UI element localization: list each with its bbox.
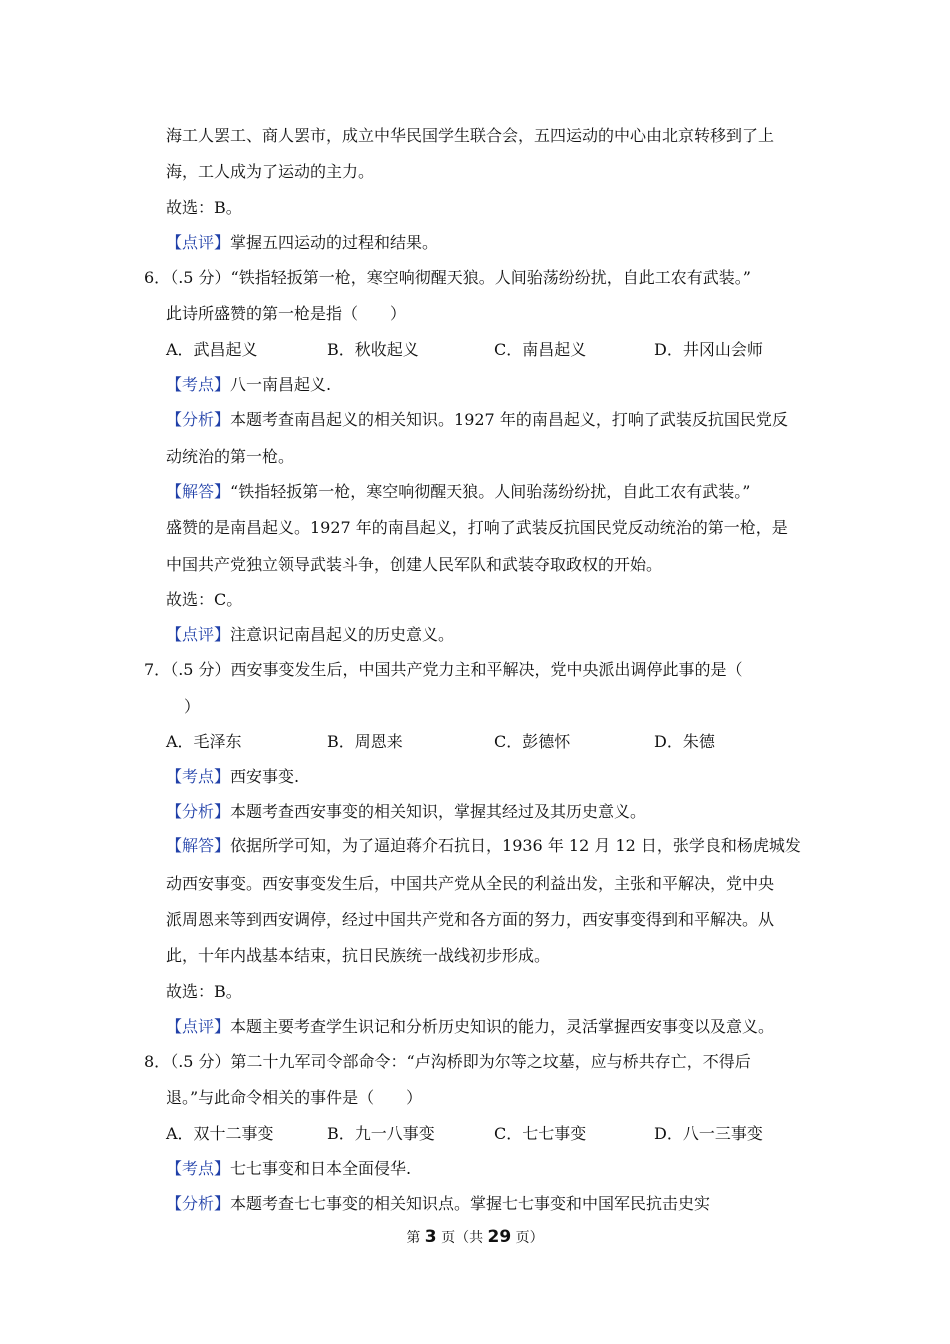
total-pages: 29 — [487, 1227, 512, 1247]
dianping-text: 本题主要考查学生识记和分析历史知识的能力，灵活掌握西安事变以及意义。 — [230, 1017, 775, 1036]
dianping-tag: 【点评】 — [166, 1017, 231, 1036]
footer-mid: 页（共 — [436, 1230, 488, 1246]
question-7-stem — [144, 660, 743, 680]
fenxi-text: 本题考查南昌起义的相关知识。1927 年的南昌起义，打响了武装反抗国民党反 — [230, 410, 788, 429]
fenxi-text: 本题考查七七事变的相关知识点。掌握七七事变和中国军民抗击史实 — [230, 1194, 711, 1213]
text-line: 海工人罢工、商人罢市，成立中华民国学生联合会，五四运动的中心由北京转移到了上 — [166, 126, 775, 145]
kaodian-tag: 【考点】 — [166, 1159, 231, 1178]
kaodian-line — [166, 767, 299, 787]
jieda-line — [166, 836, 801, 856]
jieda-continued: 此，十年内战基本结束，抗日民族统一战线初步形成。 — [166, 946, 551, 965]
question-number: 7． — [144, 660, 171, 679]
option-c: C．彭德怀 — [494, 732, 571, 751]
option-a: A．毛泽东 — [166, 732, 242, 751]
jieda-continued: 动西安事变。西安事变发生后，中国共产党从全民的利益出发，主张和平解决，党中央 — [166, 874, 775, 893]
kaodian-text: 七七事变和日本全面侵华. — [230, 1159, 412, 1178]
dianping-line — [166, 625, 454, 645]
option-a: A．武昌起义 — [166, 340, 258, 359]
option-a: A．双十二事变 — [166, 1124, 274, 1143]
question-number: 6． — [144, 268, 171, 287]
option-d: D．八一三事变 — [654, 1124, 763, 1143]
footer-prefix: 第 — [406, 1230, 425, 1246]
dianping-line — [166, 1017, 774, 1037]
question-stem: （.5 分）“铁指轻扳第一枪，寒空响彻醒天狼。人间骀荡纷纷扰，自此工农有武装。” — [170, 268, 751, 287]
option-c: C．七七事变 — [494, 1124, 587, 1143]
answer-line: 故选：C。 — [166, 590, 243, 609]
fenxi-continued: 动统治的第一枪。 — [166, 447, 295, 466]
jieda-tag: 【解答】 — [166, 482, 231, 501]
dianping-text: 注意识记南昌起义的历史意义。 — [230, 625, 455, 644]
question-6-stem — [144, 268, 751, 288]
fenxi-line — [166, 1194, 710, 1214]
question-stem: （.5 分）第二十九军司令部命令：“卢沟桥即为尔等之坟墓，应与桥共存亡，不得后 — [170, 1052, 751, 1071]
option-d: D．井冈山会师 — [654, 340, 763, 359]
kaodian-tag: 【考点】 — [166, 767, 231, 786]
text-line: 海，工人成为了运动的主力。 — [166, 162, 375, 181]
fenxi-tag: 【分析】 — [166, 410, 231, 429]
jieda-continued: 盛赞的是南昌起义。1927 年的南昌起义，打响了武装反抗国民党反动统治的第一枪，是 — [166, 518, 788, 537]
question-stem-continued: 退。”与此命令相关的事件是（ ） — [166, 1088, 423, 1107]
jieda-continued: 中国共产党独立领导武装斗争，创建人民军队和武装夺取政权的开始。 — [166, 555, 663, 574]
kaodian-text: 八一南昌起义. — [230, 375, 332, 394]
fenxi-tag: 【分析】 — [166, 1194, 231, 1213]
jieda-text: 依据所学可知，为了逼迫蒋介石抗日，1936 年 12 月 12 日，张学良和杨虎城发 — [230, 836, 801, 855]
option-d: D．朱德 — [654, 732, 715, 751]
jieda-text: “铁指轻扳第一枪，寒空响彻醒天狼。人间骀荡纷纷扰，自此工农有武装。” — [230, 482, 751, 501]
question-8-stem — [144, 1052, 751, 1072]
answer-line: 故选：B。 — [166, 198, 242, 217]
jieda-line — [166, 482, 750, 502]
question-stem-continued: 此诗所盛赞的第一枪是指（ ） — [166, 304, 407, 323]
option-b: B．九一八事变 — [327, 1124, 435, 1143]
question-stem: （.5 分）西安事变发生后，中国共产党力主和平解决，党中央派出调停此事的是（ — [170, 660, 743, 679]
fenxi-text: 本题考查西安事变的相关知识，掌握其经过及其历史意义。 — [230, 802, 647, 821]
option-b: B．秋收起义 — [327, 340, 419, 359]
answer-line: 故选：B。 — [166, 982, 242, 1001]
jieda-continued: 派周恩来等到西安调停，经过中国共产党和各方面的努力，西安事变得到和平解决。从 — [166, 910, 775, 929]
comment-text: 掌握五四运动的过程和结果。 — [230, 233, 439, 252]
question-stem-continued: ） — [184, 697, 201, 716]
option-c: C．南昌起义 — [494, 340, 587, 359]
dianping-tag: 【点评】 — [166, 625, 231, 644]
kaodian-line — [166, 375, 331, 395]
option-b: B．周恩来 — [327, 732, 403, 751]
fenxi-tag: 【分析】 — [166, 802, 231, 821]
fenxi-line — [166, 802, 646, 822]
page-footer — [0, 1228, 950, 1247]
kaodian-text: 西安事变. — [230, 767, 300, 786]
jieda-tag: 【解答】 — [166, 836, 231, 855]
comment-line — [166, 233, 438, 253]
kaodian-tag: 【考点】 — [166, 375, 231, 394]
footer-suffix: 页） — [511, 1230, 544, 1246]
page-number: 3 — [424, 1227, 437, 1247]
comment-tag: 【点评】 — [166, 233, 231, 252]
question-number: 8． — [144, 1052, 171, 1071]
kaodian-line — [166, 1159, 411, 1179]
fenxi-line — [166, 410, 788, 430]
